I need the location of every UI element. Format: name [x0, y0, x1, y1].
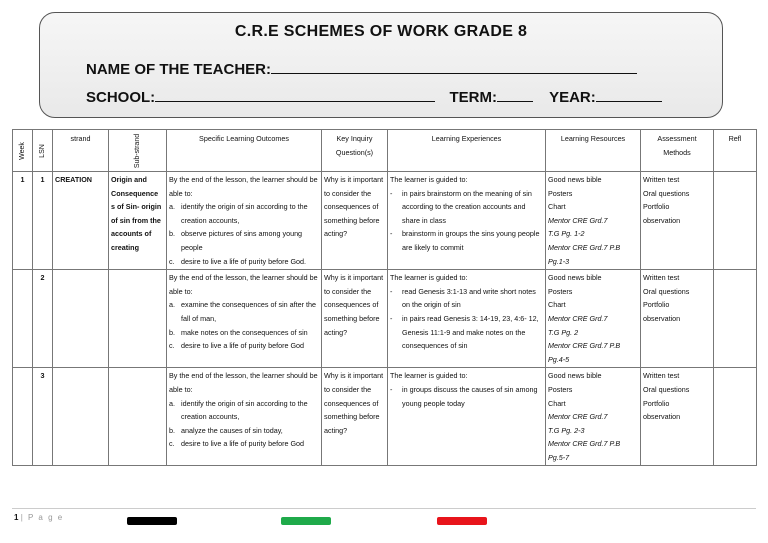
resource-item: T.G Pg. 2-3: [548, 425, 585, 435]
table-row: [13, 172, 757, 270]
outcome-marker: c.: [169, 256, 175, 266]
resource-item: Mentor CRE Grd.7 P.B: [548, 439, 621, 449]
cell-lsn: 1: [33, 172, 53, 270]
page-footer: [14, 513, 64, 522]
cell-reflection: [714, 368, 757, 466]
experience-marker: -: [390, 384, 393, 394]
outcome-item: [169, 339, 319, 353]
experience-intro: The learner is guided to:: [390, 273, 468, 283]
cell-experiences: [388, 368, 546, 466]
assessment-item: observation: [643, 412, 681, 422]
experience-item: [390, 383, 543, 410]
cell-lsn: 2: [33, 270, 53, 368]
resource-item: Mentor CRE Grd.7: [548, 313, 608, 323]
school-blank[interactable]: [155, 87, 435, 102]
school-label: SCHOOL:: [86, 89, 156, 106]
outcome-marker: b.: [169, 327, 175, 337]
red-bar: [437, 517, 487, 525]
cell-inquiry: Why is it important to consider the consequences of something before acting?: [322, 172, 388, 270]
assessment-item: Oral questions: [643, 384, 690, 394]
outcome-item: [169, 424, 319, 438]
assessment-item: Portfolio: [643, 202, 670, 212]
resource-item: Pg.5-7: [548, 452, 570, 462]
outcome-item: [169, 326, 319, 340]
document-title: C.R.E SCHEMES OF WORK GRADE 8: [234, 23, 528, 40]
cell-assessment: [641, 270, 714, 368]
teacher-name-line: [86, 59, 637, 78]
cell-assessment: [641, 368, 714, 466]
experience-text: in pairs read Genesis 3: 14-19, 23, 4:6- 12, Genesis 11:1-9 and make notes on the consequences of sin: [402, 313, 539, 351]
table-row: [13, 368, 757, 466]
resource-item: Mentor CRE Grd.7: [548, 412, 608, 422]
col-inquiry: Key Inquiry Question(s): [322, 130, 388, 172]
resource-item: Mentor CRE Grd.7: [548, 215, 608, 225]
outcome-text: desire to live a life of purity before God: [181, 341, 305, 351]
page-number: 1: [14, 513, 19, 522]
resource-item: Good news bible: [548, 175, 602, 184]
outcome-item: [169, 298, 319, 325]
outcome-text: make notes on the consequences of sin: [181, 327, 308, 337]
outcome-item: [169, 437, 319, 451]
outcome-intro: By the end of the lesson, the learner should be able to:: [169, 371, 318, 394]
experience-item: [390, 227, 543, 254]
resource-item: Posters: [548, 188, 573, 198]
cell-week: [13, 368, 33, 466]
col-experiences: Learning Experiences: [388, 130, 546, 172]
outcome-item: [169, 200, 319, 227]
cell-week: 1: [13, 172, 33, 270]
resource-item: Mentor CRE Grd.7 P.B: [548, 341, 621, 351]
assessment-item: Oral questions: [643, 286, 690, 296]
schemes-table: [12, 129, 757, 466]
teacher-name-blank[interactable]: [271, 59, 637, 74]
experience-text: read Genesis 3:1-13 and write short notes on the origin of sin: [402, 286, 536, 310]
resource-item: Good news bible: [548, 273, 602, 283]
teacher-label: NAME OF THE TEACHER:: [86, 61, 271, 78]
experience-intro: The learner is guided to:: [390, 175, 468, 184]
cell-experiences: [388, 172, 546, 270]
outcome-marker: a.: [169, 300, 175, 310]
outcome-text: observe pictures of sins among young people: [181, 229, 303, 252]
assessment-item: Written test: [643, 175, 680, 184]
col-week: Week: [13, 130, 33, 172]
resource-item: Chart: [548, 300, 566, 310]
outcome-marker: c.: [169, 341, 175, 351]
outcome-marker: b.: [169, 229, 175, 239]
cell-sub-strand: [109, 270, 167, 368]
resource-item: Posters: [548, 286, 573, 296]
outcome-marker: c.: [169, 439, 175, 449]
resource-item: Chart: [548, 398, 566, 408]
assessment-item: Oral questions: [643, 188, 690, 198]
term-blank[interactable]: [497, 87, 533, 102]
col-outcomes: Specific Learning Outcomes: [167, 130, 322, 172]
cell-outcomes: [167, 368, 322, 466]
assessment-item: observation: [643, 313, 681, 323]
cell-outcomes: [167, 270, 322, 368]
outcome-item: [169, 255, 319, 269]
col-lsn: LSN: [33, 130, 53, 172]
header-box: [39, 12, 723, 118]
cell-reflection: [714, 172, 757, 270]
footer-rule: [12, 508, 756, 509]
cell-lsn: 3: [33, 368, 53, 466]
resource-item: Posters: [548, 384, 573, 394]
cell-week: [13, 270, 33, 368]
cell-inquiry: Why is it important to consider the consequences of something before acting?: [322, 270, 388, 368]
resource-item: Mentor CRE Grd.7 P.B: [548, 242, 621, 252]
experience-text: in pairs brainstorm on the meaning of sin according to the creation accounts and share in class: [402, 188, 532, 225]
cell-sub-strand: Origin and Consequence s of Sin- origin of sin from the accounts of creating: [109, 172, 167, 270]
outcome-marker: a.: [169, 202, 175, 212]
col-resources: Learning Resources: [546, 130, 641, 172]
resource-item: Pg.4-5: [548, 354, 570, 364]
term-label: TERM:: [449, 89, 498, 106]
green-bar: [281, 517, 331, 525]
cell-outcomes: [167, 172, 322, 270]
resource-item: T.G Pg. 1-2: [548, 229, 585, 239]
col-sub-strand: Sub-strand: [109, 130, 167, 172]
outcome-intro: By the end of the lesson, the learner should be able to:: [169, 273, 318, 296]
outcome-intro: By the end of the lesson, the learner should be able to:: [169, 175, 318, 198]
col-refl: Refl: [714, 130, 757, 172]
cell-inquiry: Why is it important to consider the consequences of something before acting?: [322, 368, 388, 466]
outcome-text: desire to live a life of purity before God: [181, 439, 305, 449]
cell-experiences: [388, 270, 546, 368]
year-label: YEAR:: [549, 89, 596, 106]
experience-text: in groups discuss the causes of sin among young people today: [402, 384, 538, 408]
assessment-item: observation: [643, 215, 681, 225]
school-line: [86, 87, 662, 106]
page-label: | P a g e: [20, 513, 64, 522]
outcome-text: desire to live a life of purity before God.: [181, 256, 307, 266]
cell-resources: [546, 172, 641, 270]
experience-item: [390, 312, 543, 353]
assessment-item: Written test: [643, 273, 680, 283]
experience-marker: -: [390, 188, 393, 198]
experience-marker: -: [390, 229, 393, 239]
cell-sub-strand: [109, 368, 167, 466]
outcome-item: [169, 397, 319, 424]
cell-strand: [53, 368, 109, 466]
outcome-item: [169, 227, 319, 254]
outcome-marker: b.: [169, 425, 175, 435]
experience-text: brainstorm in groups the sins young people are likely to commit: [402, 229, 540, 252]
black-bar: [127, 517, 177, 525]
resource-item: Good news bible: [548, 371, 602, 381]
experience-marker: -: [390, 286, 393, 296]
experience-intro: The learner is guided to:: [390, 371, 468, 381]
assessment-item: Written test: [643, 371, 680, 381]
outcome-text: identify the origin of sin according to the creation accounts,: [181, 398, 308, 422]
assessment-item: Portfolio: [643, 300, 670, 310]
experience-item: [390, 187, 543, 228]
experience-item: [390, 285, 543, 312]
year-blank[interactable]: [596, 87, 662, 102]
table-row: [13, 270, 757, 368]
table-header-row: [13, 130, 757, 172]
outcome-text: examine the consequences of sin after the fall of man,: [181, 300, 317, 323]
cell-strand: CREATION: [53, 172, 109, 270]
cell-reflection: [714, 270, 757, 368]
experience-marker: -: [390, 313, 393, 323]
resource-item: T.G Pg. 2: [548, 327, 579, 337]
cell-resources: [546, 368, 641, 466]
resource-item: Pg.1-3: [548, 256, 570, 266]
cell-resources: [546, 270, 641, 368]
cell-assessment: [641, 172, 714, 270]
outcome-marker: a.: [169, 398, 175, 408]
resource-item: Chart: [548, 202, 566, 212]
outcome-text: analyze the causes of sin today,: [181, 425, 283, 435]
assessment-item: Portfolio: [643, 398, 670, 408]
outcome-text: identify the origin of sin according to the creation accounts,: [181, 202, 308, 225]
col-strand: strand: [53, 130, 109, 172]
cell-strand: [53, 270, 109, 368]
col-assessment: Assessment Methods: [641, 130, 714, 172]
